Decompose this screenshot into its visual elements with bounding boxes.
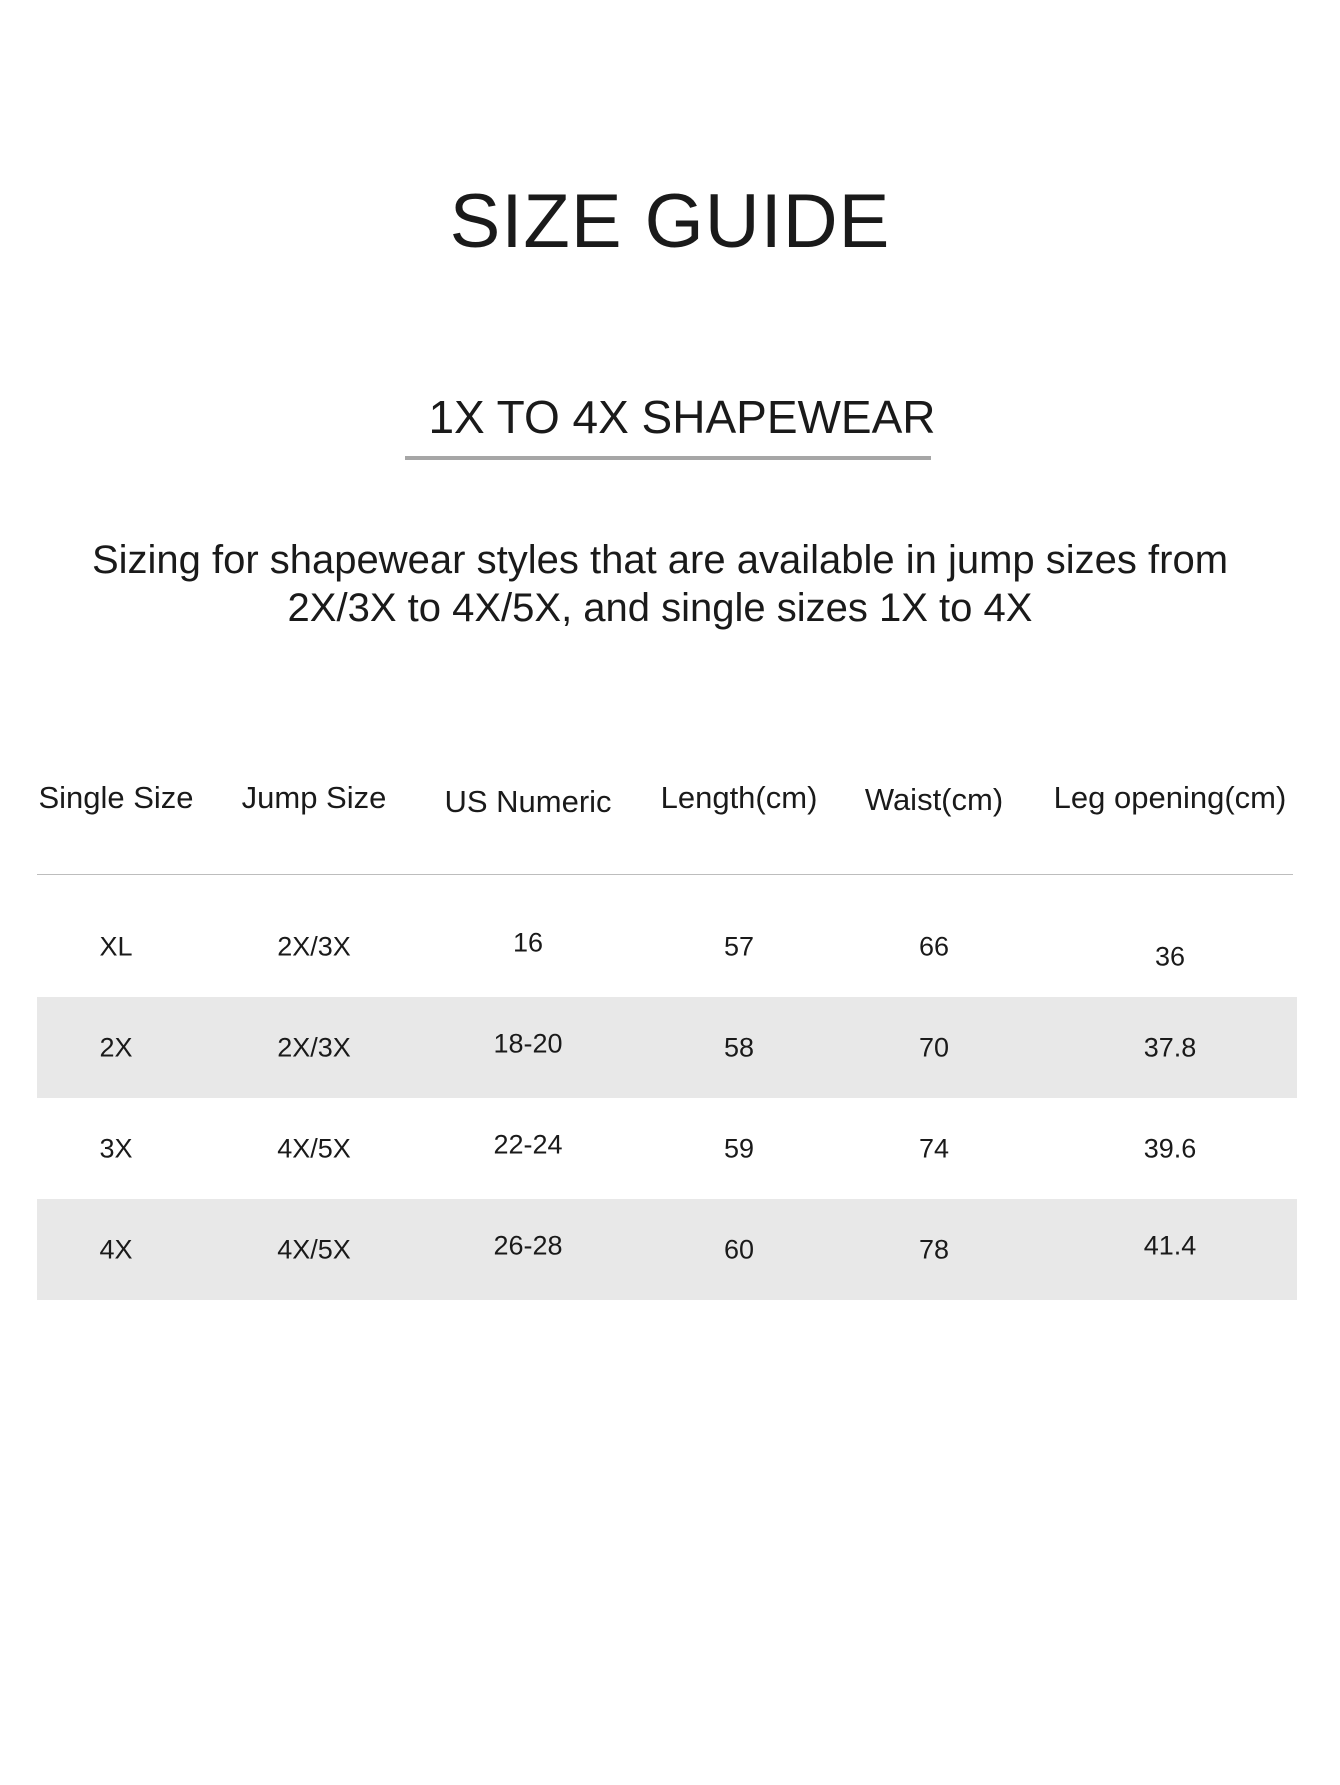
cell-length: 58 xyxy=(723,1032,755,1062)
description-line-1: Sizing for shapewear styles that are available in jump sizes from xyxy=(91,538,1229,582)
cell-waist: 66 xyxy=(918,931,950,961)
cell-waist: 74 xyxy=(918,1133,950,1163)
cell-jump-size: 4X/5X xyxy=(277,1133,351,1163)
table-row xyxy=(37,1098,1297,1199)
cell-waist: 70 xyxy=(918,1032,950,1062)
cell-single-size: XL xyxy=(99,931,133,961)
table-body xyxy=(37,896,1297,1300)
cell-jump-size: 2X/3X xyxy=(277,931,351,961)
header-length: Length(cm) xyxy=(660,780,818,815)
header-leg-opening: Leg opening(cm) xyxy=(1053,780,1287,815)
cell-us-numeric: 16 xyxy=(512,927,544,957)
cell-length: 60 xyxy=(723,1234,755,1264)
cell-us-numeric: 22-24 xyxy=(493,1129,563,1159)
cell-leg-opening: 39.6 xyxy=(1143,1133,1197,1163)
header-single-size: Single Size xyxy=(38,780,194,815)
page-title: SIZE GUIDE xyxy=(449,179,891,264)
table-row xyxy=(37,997,1297,1098)
header-waist: Waist(cm) xyxy=(864,782,1004,817)
cell-length: 59 xyxy=(723,1133,755,1163)
header-divider xyxy=(37,874,1293,875)
cell-leg-opening: 41.4 xyxy=(1143,1230,1197,1260)
description-line-2: 2X/3X to 4X/5X, and single sizes 1X to 4X xyxy=(287,586,1033,630)
table-row xyxy=(37,896,1297,997)
cell-jump-size: 2X/3X xyxy=(277,1032,351,1062)
section-underline xyxy=(405,456,931,460)
table-header-row xyxy=(37,780,1297,876)
cell-us-numeric: 26-28 xyxy=(493,1230,563,1260)
cell-leg-opening: 37.8 xyxy=(1143,1032,1197,1062)
table-row xyxy=(37,1199,1297,1300)
section-title: 1X TO 4X SHAPEWEAR xyxy=(428,391,936,443)
cell-leg-opening: 36 xyxy=(1154,941,1186,971)
cell-us-numeric: 18-20 xyxy=(493,1028,563,1058)
header-us-numeric: US Numeric xyxy=(444,784,612,819)
cell-single-size: 3X xyxy=(99,1133,133,1163)
cell-single-size: 4X xyxy=(99,1234,133,1264)
header-jump-size: Jump Size xyxy=(241,780,387,815)
cell-waist: 78 xyxy=(918,1234,950,1264)
cell-single-size: 2X xyxy=(99,1032,133,1062)
cell-jump-size: 4X/5X xyxy=(277,1234,351,1264)
cell-length: 57 xyxy=(723,931,755,961)
size-table xyxy=(37,780,1297,876)
description xyxy=(60,536,1260,632)
